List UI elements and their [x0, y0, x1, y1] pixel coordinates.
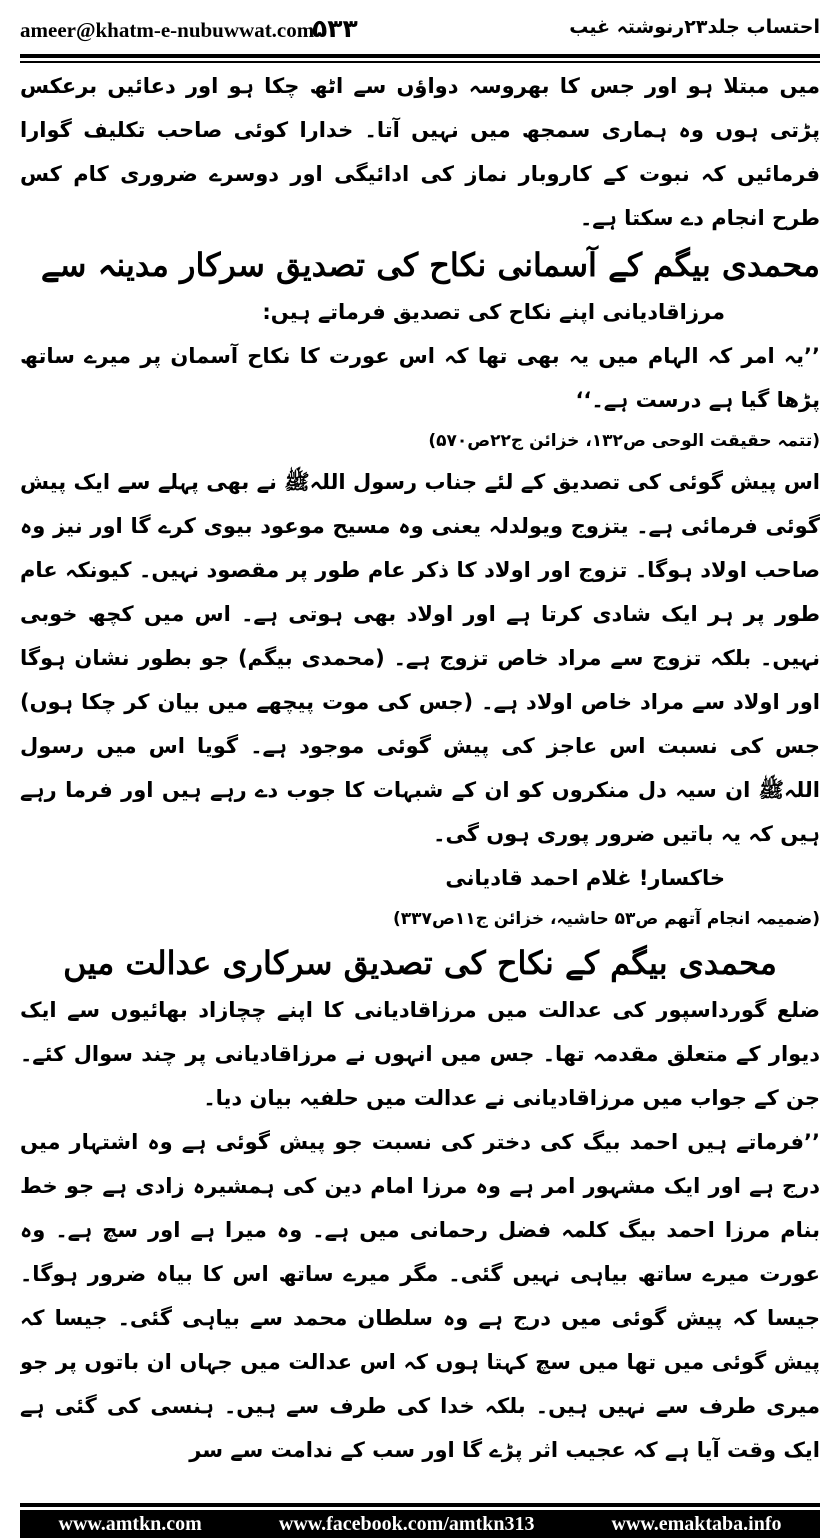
- page-number: ۵۳۳: [312, 14, 358, 43]
- paragraph-intro: میں مبتلا ہو اور جس کا بھروسہ دواؤں سے اٹھ چکا ہو اور دعائیں برعکس پڑتی ہوں وہ ہماری سمجھ میں نہیں آتا۔ خدارا کوئی صاحب تکلیف گوارا فرمائیں کہ نبوت کے کاروبار نماز کی ادائیگی اور دوسرے ضروری کام کس طرح انجام دے سکتا ہے۔: [20, 74, 820, 230]
- header-email[interactable]: ameer@khatm-e-nubuwwat.com: [20, 18, 315, 42]
- section-heading-1: محمدی بیگم کے آسمانی نکاح کی تصدیق سرکار مدینہ سے: [40, 246, 820, 284]
- page-body: [20, 64, 820, 1496]
- footer-link-amtkn[interactable]: www.amtkn.com: [58, 1512, 202, 1535]
- quote-2: ’’فرماتے ہیں احمد بیگ کی دختر کی نسبت جو پیش گوئی ہے وہ اشتہار میں درج ہے اور ایک مشہور امر ہے وہ مرزا امام دین کی ہمشیرہ زادی ہے جو خط بنام مرزا احمد بیگ کلمہ فضل رحمانی میں ہے۔ وہ میرا ہے اور سچ ہے۔ وہ عورت میرے ساتھ بیاہی نہیں گئی۔ مگر میرے ساتھ اس کا بیاہ ضرور ہوگا۔ جیسا کہ پیش گوئی میں درج ہے وہ سلطان محمد سے بیاہی گئی۔ جیسا کہ پیش گوئی میں تھا میں سچ کہتا ہوں کہ اس عدالت میں جہاں ان باتوں پر جو میری طرف سے نہیں ہیں۔ بلکہ خدا کی طرف سے ہیں۔ ہنسی کی گئی ہے ایک وقت آیا ہے کہ عجیب اثر پڑے گا اور سب کے ندامت سے سر: [20, 1130, 820, 1462]
- paragraph-lead-in: مرزاقادیانی اپنے نکاح کی تصدیق فرماتے ہیں:: [262, 300, 725, 324]
- page-footer: [20, 1510, 820, 1538]
- section-heading-2: محمدی بیگم کے نکاح کی تصدیق سرکاری عدالت میں: [63, 944, 777, 982]
- reference-1: (تتمہ حقیقت الوحی ص۱۳۲، خزائن ج۲۲ص۵۷۰): [428, 431, 820, 451]
- header-rule-thin: [20, 61, 820, 63]
- reference-2: (ضمیمہ انجام آتھم ص۵۳ حاشیہ، خزائن ج۱۱ص۳۳۷): [393, 909, 820, 929]
- book-title: احتساب جلد۲۳رنوشتہ غیب: [569, 16, 820, 38]
- paragraph-main: اس پیش گوئی کی تصدیق کے لئے جناب رسول اللہﷺ نے بھی پہلے سے ایک پیش گوئی فرمائی ہے۔ یتزوج ویولدلہ یعنی وہ مسیح موعود بیوی کرے گا اور نیز وہ صاحب اولاد ہوگا۔ تزوج اور اولاد کا ذکر عام طور پر مقصود نہیں۔ کیونکہ عام طور پر ہر ایک شادی کرتا ہے اور اولاد بھی ہوتی ہے۔ اس میں کچھ خوبی نہیں۔ بلکہ تزوج سے مراد خاص تزوج ہے۔ (محمدی بیگم) جو بطور نشان ہوگا اور اولاد سے مراد خاص اولاد ہے۔ (جس کی موت پیچھے میں بیان کر چکا ہوں) جس کی نسبت اس عاجز کی پیش گوئی موجود ہے۔ گویا اس میں رسول اللہﷺ ان سیہ دل منکروں کو ان کے شبہات کا جوب دے رہے ہیں اور فرما رہے ہیں کہ یہ باتیں ضرور پوری ہوں گی۔: [20, 470, 820, 846]
- paragraph-court: ضلع گورداسپور کی عدالت میں مرزاقادیانی کا اپنے چچازاد بھائیوں سے ایک دیوار کے متعلق مقدمہ تھا۔ جس میں انہوں نے مرزاقادیانی پر چند سوال کئے۔ جن کے جواب میں مرزاقادیانی نے عدالت میں حلفیہ بیان دیا۔: [20, 998, 820, 1110]
- footer-link-facebook[interactable]: www.facebook.com/amtkn313: [278, 1512, 535, 1535]
- footer-link-emaktaba[interactable]: www.emaktaba.info: [611, 1512, 782, 1535]
- quote-1: ’’یہ امر کہ الہام میں یہ بھی تھا کہ اس عورت کا نکاح آسمان پر میرے ساتھ پڑھا گیا ہے درست ہے۔‘‘: [20, 344, 820, 412]
- page-header: [20, 14, 820, 50]
- signature: خاکسار! غلام احمد قادیانی: [445, 866, 725, 890]
- footer-rule: [20, 1503, 820, 1507]
- header-rule: [20, 54, 820, 58]
